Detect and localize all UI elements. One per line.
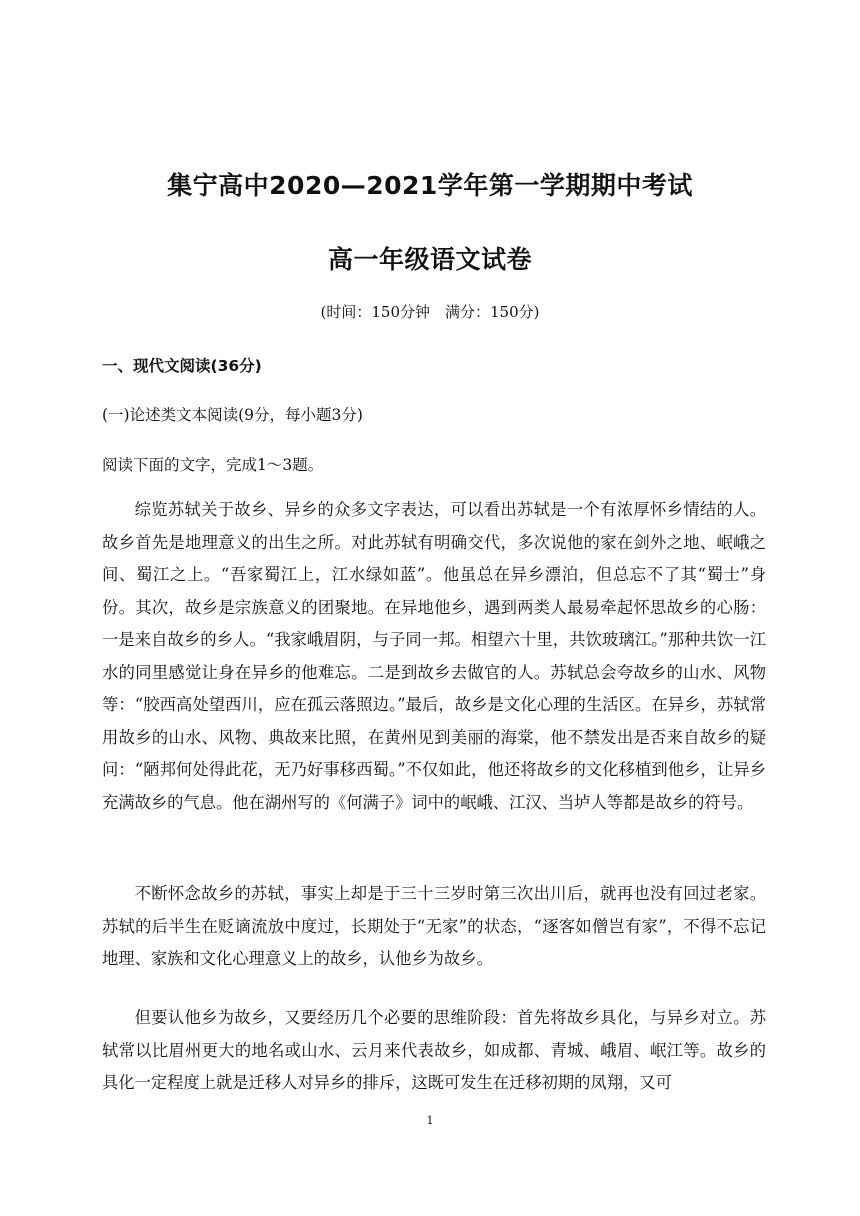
subsection-heading: (一)论述类文本阅读(9分，每小题3分) xyxy=(102,406,363,424)
paragraph-text: 但要认他乡为故乡，又要经历几个必要的思维阶段：首先将故乡具化，与异乡对立。苏轼常以比眉州更大的地名或山水、云月来代表故乡，如成都、青城、峨眉、岷江等。故乡的具化一定程度上就是迁移人对异乡的排斥，这既可发生在迁移初期的凤翔，又可 xyxy=(102,1008,766,1092)
page-number: 1 xyxy=(426,1114,434,1127)
passage-paragraph xyxy=(102,1002,766,1100)
reading-instruction: 阅读下面的文字，完成1～3题。 xyxy=(102,456,324,474)
paragraph-text: 不断怀念故乡的苏轼，事实上却是于三十三岁时第三次出川后，就再也没有回过老家。苏轼的后半生在贬谪流放中度过，长期处于“无家”的状态，“逐客如僧岂有家”，不得不忘记地理、家族和文化心理意义上的故乡，认他乡为故乡。 xyxy=(102,884,766,968)
section-heading: 一、现代文阅读(36分) xyxy=(102,357,262,375)
exam-subtitle: 高一年级语文试卷 xyxy=(327,245,532,274)
exam-title: 集宁高中2020—2021学年第一学期期中考试 xyxy=(167,171,693,200)
passage-paragraph xyxy=(102,878,766,976)
exam-timing: (时间：150分钟 满分：150分) xyxy=(320,303,540,321)
paragraph-text: 综览苏轼关于故乡、异乡的众多文字表达，可以看出苏轼是一个有浓厚怀乡情结的人。故乡首先是地理意义的出生之所。对此苏轼有明确交代，多次说他的家在剑外之地、岷峨之间、蜀江之上。“吾家蜀江上，江水绿如蓝”。他虽总在异乡漂泊，但总忘不了其“蜀士”身份。其次，故乡是宗族意义的团聚地。在异地他乡，遇到两类人最易牵起怀思故乡的心肠：一是来自故乡的乡人。“我家峨眉阴，与子同一邦。相望六十里，共饮玻璃江。”那种共饮一江水的同里感觉让身在异乡的他难忘。二是到故乡去做官的人。苏轼总会夸故乡的山水、风物等：“胶西高处望西川，应在孤云落照边。”最后，故乡是文化心理的生活区。在异乡，苏轼常用故乡的山水、风物、典故来比照，在黄州见到美丽的海棠，他不禁发出是否来自故乡的疑问：“陋邦何处得此花，无乃好事移西蜀。”不仅如此，他还将故乡的文化移植到他乡，让异乡充满故乡的气息。他在湖州写的《何满子》词中的岷峨、江汉、当垆人等都是故乡的符号。 xyxy=(102,500,766,812)
passage-paragraph xyxy=(102,494,766,819)
